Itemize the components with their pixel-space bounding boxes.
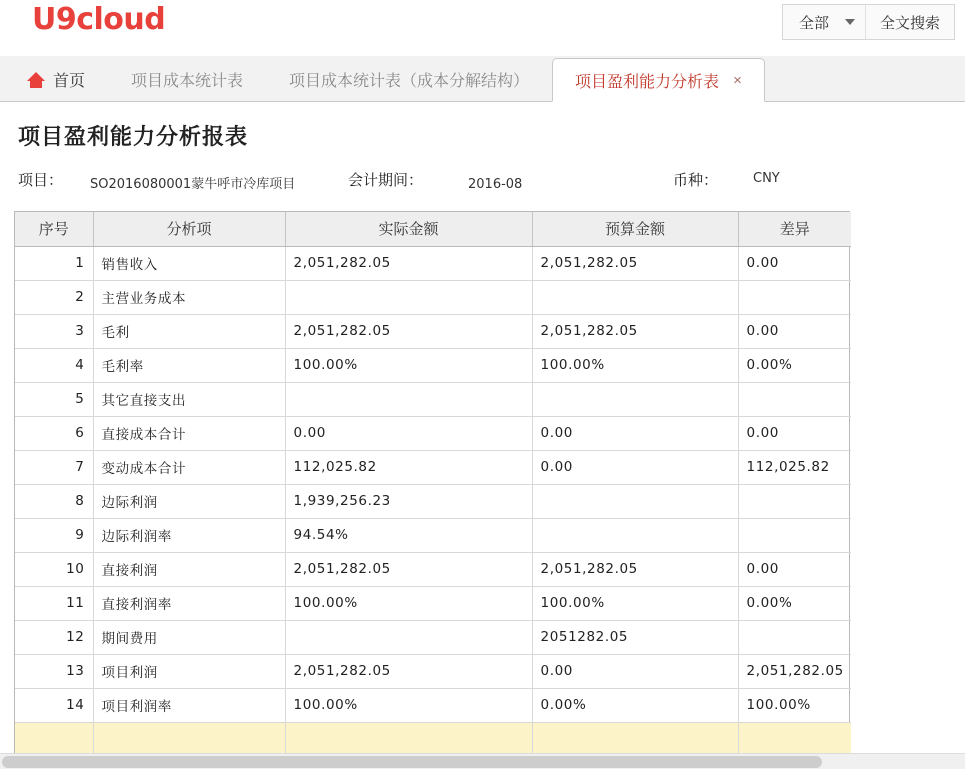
- cell-no: 3: [15, 314, 93, 348]
- cell-diff: 0.00: [738, 416, 851, 450]
- table-row[interactable]: [15, 416, 851, 450]
- cell-no: 12: [15, 620, 93, 654]
- close-icon[interactable]: ×: [733, 71, 742, 89]
- cell-budget: [532, 518, 738, 552]
- column-header-no: 序号: [15, 212, 93, 246]
- cell-diff: 0.00: [738, 314, 851, 348]
- cell-empty: [15, 722, 93, 754]
- cell-no: 8: [15, 484, 93, 518]
- column-header-diff: 差异: [738, 212, 851, 246]
- table-row[interactable]: [15, 246, 851, 280]
- cell-no: 10: [15, 552, 93, 586]
- cell-budget: 2,051,282.05: [532, 552, 738, 586]
- table-row-highlight[interactable]: [15, 722, 851, 754]
- cell-diff: [738, 280, 851, 314]
- home-icon: [27, 72, 45, 88]
- cell-no: 5: [15, 382, 93, 416]
- cell-actual: [285, 620, 532, 654]
- search-button-label: 全文搜索: [879, 14, 940, 32]
- scrollbar-thumb[interactable]: [2, 756, 822, 768]
- cell-budget: [532, 280, 738, 314]
- tab-home-label: 首页: [53, 73, 86, 90]
- search-scope-label: 全部: [798, 14, 829, 32]
- cell-budget: [532, 382, 738, 416]
- currency-label: 币种：: [673, 172, 719, 189]
- u9cloud-logo: [32, 2, 165, 37]
- cell-diff: 0.00: [738, 246, 851, 280]
- cell-actual: 2,051,282.05: [285, 246, 532, 280]
- logo-u9-text: U9: [32, 2, 77, 37]
- top-bar: [0, 0, 965, 56]
- table-row[interactable]: [15, 552, 851, 586]
- report-table-container: [14, 211, 850, 755]
- cell-budget: 0.00: [532, 654, 738, 688]
- cell-no: 14: [15, 688, 93, 722]
- cell-empty: [532, 722, 738, 754]
- cell-no: 6: [15, 416, 93, 450]
- cell-item: 销售收入: [93, 246, 285, 280]
- cell-actual: 100.00%: [285, 688, 532, 722]
- project-value: SO2016080001蒙牛呼市冷库项目: [90, 177, 296, 192]
- cell-actual: 100.00%: [285, 586, 532, 620]
- cell-budget: 0.00: [532, 416, 738, 450]
- tab-project-profitability-analysis[interactable]: [552, 58, 765, 102]
- full-text-search-button[interactable]: [866, 5, 954, 39]
- cell-no: 11: [15, 586, 93, 620]
- currency-value: CNY: [753, 171, 780, 186]
- cell-no: 2: [15, 280, 93, 314]
- cell-item: 直接利润: [93, 552, 285, 586]
- cell-item: 毛利率: [93, 348, 285, 382]
- table-header-row: [15, 212, 851, 246]
- tab-bar: [0, 56, 965, 102]
- table-row[interactable]: [15, 586, 851, 620]
- cell-actual: [285, 280, 532, 314]
- tab-project-cost-statistics-cbs[interactable]: [266, 57, 552, 101]
- cell-actual: 1,939,256.23: [285, 484, 532, 518]
- cell-diff: 0.00: [738, 552, 851, 586]
- cell-budget: 100.00%: [532, 348, 738, 382]
- table-row[interactable]: [15, 654, 851, 688]
- cell-actual: 100.00%: [285, 348, 532, 382]
- table-row[interactable]: [15, 280, 851, 314]
- cell-item: 变动成本合计: [93, 450, 285, 484]
- cell-actual: 2,051,282.05: [285, 314, 532, 348]
- cell-diff: 0.00%: [738, 586, 851, 620]
- cell-empty: [93, 722, 285, 754]
- cell-diff: 112,025.82: [738, 450, 851, 484]
- tab-home[interactable]: [8, 57, 108, 101]
- cell-item: 项目利润: [93, 654, 285, 688]
- chevron-down-icon: [845, 19, 855, 25]
- cell-budget: 0.00%: [532, 688, 738, 722]
- cell-item: 期间费用: [93, 620, 285, 654]
- cell-budget: 2051282.05: [532, 620, 738, 654]
- table-body: [15, 246, 851, 754]
- profitability-table: [15, 212, 851, 754]
- cell-budget: 2,051,282.05: [532, 314, 738, 348]
- cell-no: 4: [15, 348, 93, 382]
- cell-actual: [285, 382, 532, 416]
- tab-project-cost-statistics-label: 项目成本统计表: [131, 73, 244, 90]
- cell-budget: 0.00: [532, 450, 738, 484]
- period-value: 2016-08: [468, 177, 523, 192]
- tab-project-profitability-analysis-label: 项目盈利能力分析表: [575, 73, 720, 91]
- cell-actual: 2,051,282.05: [285, 654, 532, 688]
- cell-actual: 112,025.82: [285, 450, 532, 484]
- table-row[interactable]: [15, 314, 851, 348]
- cell-item: 直接利润率: [93, 586, 285, 620]
- cell-actual: 2,051,282.05: [285, 552, 532, 586]
- cell-budget: 100.00%: [532, 586, 738, 620]
- cell-diff: [738, 620, 851, 654]
- column-header-item: 分析项: [93, 212, 285, 246]
- column-header-actual: 实际金额: [285, 212, 532, 246]
- logo-cloud-text: cloud: [76, 2, 166, 37]
- cell-item: 主营业务成本: [93, 280, 285, 314]
- cell-no: 9: [15, 518, 93, 552]
- cell-actual: 94.54%: [285, 518, 532, 552]
- cell-diff: 0.00%: [738, 348, 851, 382]
- project-label: 项目：: [18, 172, 64, 189]
- tab-project-cost-statistics-cbs-label: 项目成本统计表（成本分解结构）: [289, 73, 530, 90]
- table-row[interactable]: [15, 450, 851, 484]
- table-row[interactable]: [15, 382, 851, 416]
- cell-actual: 0.00: [285, 416, 532, 450]
- column-header-budget: 预算金额: [532, 212, 738, 246]
- cell-no: 7: [15, 450, 93, 484]
- table-row[interactable]: [15, 484, 851, 518]
- search-box: [782, 4, 955, 40]
- cell-diff: [738, 484, 851, 518]
- table-row[interactable]: [15, 620, 851, 654]
- cell-diff: [738, 382, 851, 416]
- period-label: 会计期间：: [348, 172, 424, 189]
- cell-budget: 2,051,282.05: [532, 246, 738, 280]
- report-meta: [18, 165, 965, 205]
- cell-item: 边际利润率: [93, 518, 285, 552]
- cell-item: 项目利润率: [93, 688, 285, 722]
- cell-item: 其它直接支出: [93, 382, 285, 416]
- report-panel: [0, 102, 965, 769]
- page-title: 项目盈利能力分析报表: [18, 124, 249, 149]
- cell-empty: [285, 722, 532, 754]
- cell-no: 13: [15, 654, 93, 688]
- cell-empty: [738, 722, 851, 754]
- table-row[interactable]: [15, 348, 851, 382]
- table-row[interactable]: [15, 518, 851, 552]
- cell-diff: 2,051,282.05: [738, 654, 851, 688]
- horizontal-scrollbar[interactable]: [0, 753, 965, 769]
- cell-budget: [532, 484, 738, 518]
- tab-project-cost-statistics[interactable]: [108, 57, 266, 101]
- table-row[interactable]: [15, 688, 851, 722]
- search-scope-select[interactable]: [783, 5, 866, 39]
- cell-item: 直接成本合计: [93, 416, 285, 450]
- cell-item: 边际利润: [93, 484, 285, 518]
- cell-diff: [738, 518, 851, 552]
- cell-no: 1: [15, 246, 93, 280]
- cell-diff: 100.00%: [738, 688, 851, 722]
- cell-item: 毛利: [93, 314, 285, 348]
